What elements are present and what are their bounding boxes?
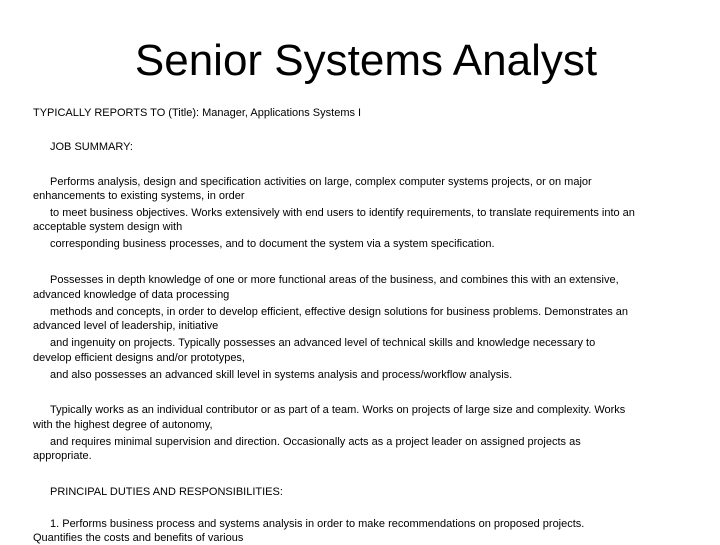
job-summary-heading: JOB SUMMARY: bbox=[50, 141, 133, 153]
paragraph-line: and also possesses an advanced skill level in systems analysis and process/workflow analysis. bbox=[50, 369, 513, 381]
paragraph-line: enhancements to existing systems, in order bbox=[33, 190, 245, 202]
document-title: Senior Systems Analyst bbox=[134, 36, 598, 85]
reports-to-line: TYPICALLY REPORTS TO (Title): Manager, Applications Systems I bbox=[33, 107, 362, 119]
duties-heading: PRINCIPAL DUTIES AND RESPONSIBILITIES: bbox=[50, 486, 283, 498]
paragraph-line: Typically works as an individual contributor or as part of a team. Works on projects of large size and complexity. Works bbox=[50, 404, 626, 416]
paragraph-line: appropriate. bbox=[33, 450, 92, 462]
paragraph-line: methods and concepts, in order to develop efficient, effective design solutions for business problems. Demonstrates an bbox=[50, 306, 629, 318]
paragraph-line: with the highest degree of autonomy, bbox=[33, 419, 213, 431]
paragraph-line: 1. Performs business process and systems analysis in order to make recommendations on proposed projects. bbox=[50, 518, 585, 530]
paragraph-line: to meet business objectives. Works extensively with end users to identify requirements, to translate requirements into an bbox=[50, 207, 635, 219]
paragraph-line: advanced level of leadership, initiative bbox=[33, 320, 219, 332]
paragraph-line: acceptable system design with bbox=[33, 221, 183, 233]
paragraph-line: and requires minimal supervision and direction. Occasionally acts as a project leader on assigned projects as bbox=[50, 436, 581, 448]
paragraph-line: and ingenuity on projects. Typically possesses an advanced level of technical skills and knowledge necessary to bbox=[50, 337, 596, 349]
paragraph-line: advanced knowledge of data processing bbox=[33, 289, 230, 301]
paragraph-line: Performs analysis, design and specification activities on large, complex computer systems projects, or on major bbox=[50, 176, 592, 188]
paragraph-line: Possesses in depth knowledge of one or more functional areas of the business, and combines this with an extensive, bbox=[50, 274, 619, 286]
paragraph-line: corresponding business processes, and to document the system via a system specification. bbox=[50, 238, 495, 250]
paragraph-line: develop efficient designs and/or prototypes, bbox=[33, 352, 245, 364]
paragraph-line: Quantifies the costs and benefits of various bbox=[33, 532, 244, 544]
